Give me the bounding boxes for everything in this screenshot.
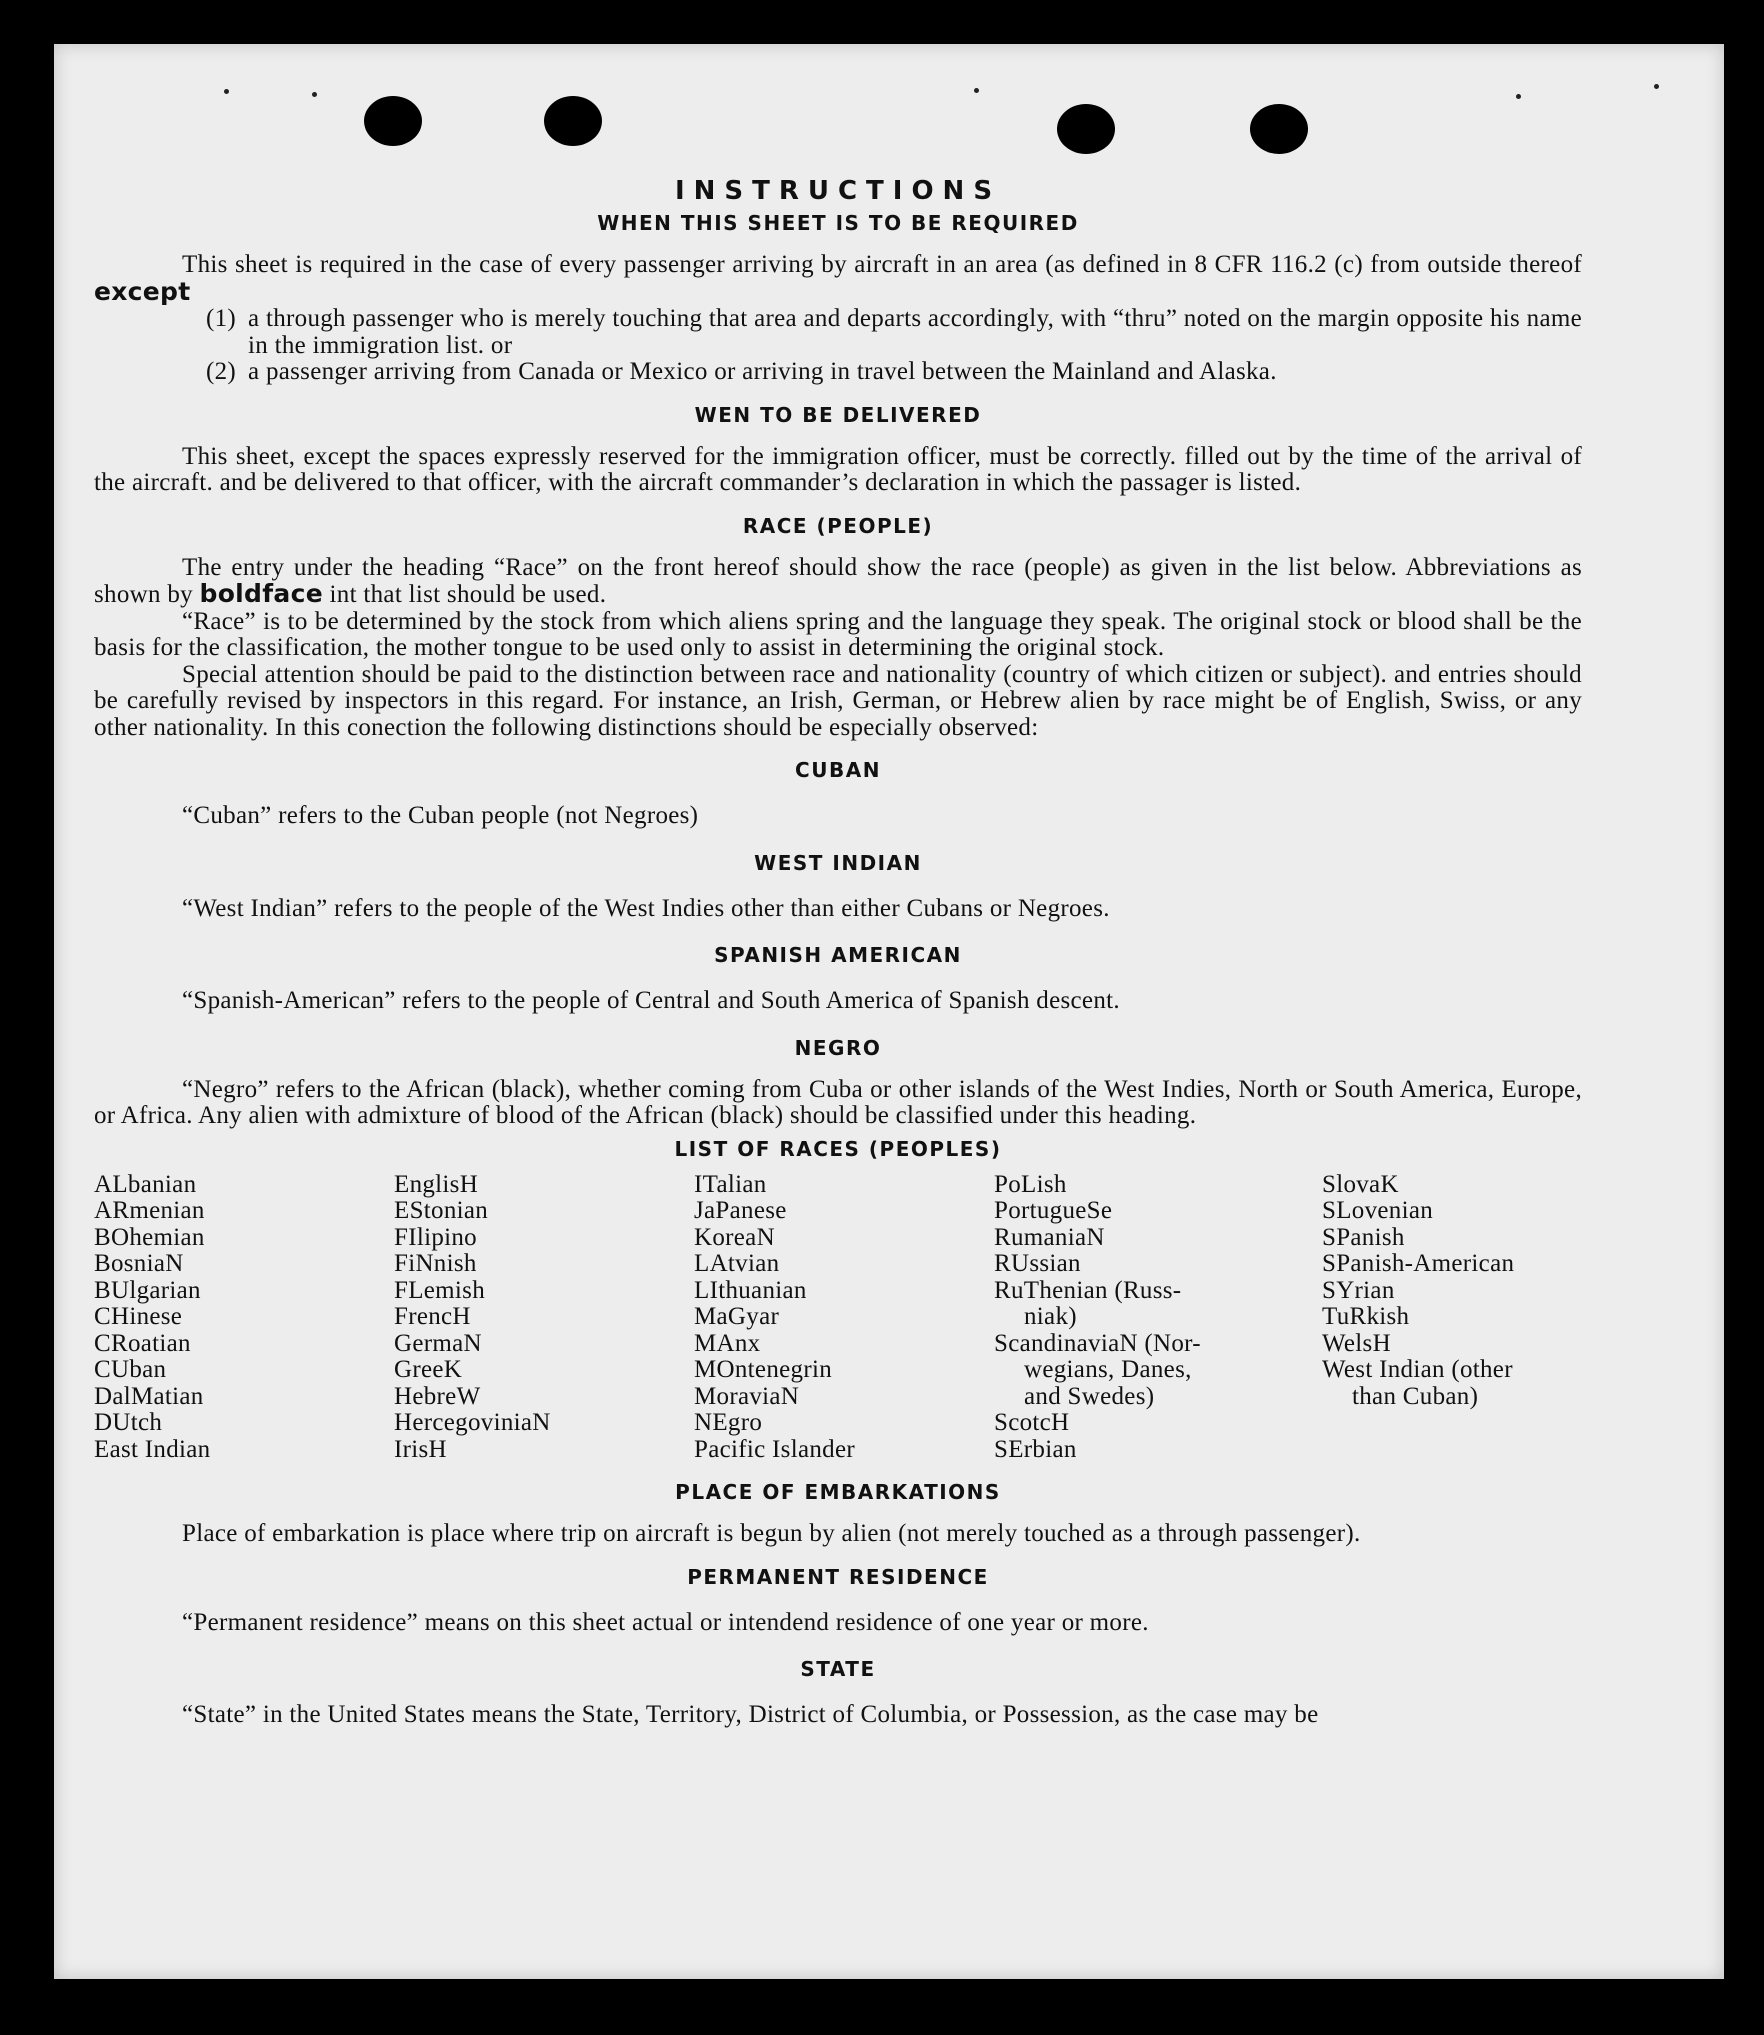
race-item: WelsH	[1322, 1329, 1391, 1357]
paragraph: “State” in the United States means the State, Territory, District of Columbia, or Possession, as the case may be	[182, 1701, 1319, 1728]
race-item: BosniaN	[94, 1250, 184, 1277]
race-item: TuRkish	[1322, 1303, 1410, 1330]
race-item: FLemish	[394, 1276, 485, 1304]
race-item-continuation: than Cuban)	[1352, 1382, 1479, 1410]
race-item: CHinese	[94, 1303, 183, 1330]
race-item: SErbian	[994, 1435, 1077, 1463]
punch-hole	[1057, 104, 1115, 154]
spacer	[94, 386, 1582, 402]
race-item: HebreW	[394, 1382, 481, 1410]
race-item: Pacific Islander	[694, 1435, 855, 1463]
races-column	[94, 1172, 394, 1464]
races-column	[994, 1172, 1322, 1464]
paragraph: “Negro” refers to the African (black), whether coming from Cuba or other islands of the West Indies, North or South America, Europe, or Africa. Any alien with admixture of blood of the African (black) should be classified under this heading.	[94, 1075, 1582, 1129]
spacer	[94, 1505, 1582, 1521]
scan-speck	[224, 89, 229, 94]
race-item: RumaniaN	[994, 1223, 1105, 1251]
spacer	[94, 1015, 1582, 1035]
section-heading: LIST OF RACES (PEOPLES)	[674, 1136, 1002, 1161]
race-item: DalMatian	[94, 1382, 204, 1410]
races-column	[394, 1172, 694, 1464]
race-item: EnglisH	[394, 1170, 479, 1198]
spacer	[94, 236, 1582, 252]
races-column	[694, 1172, 994, 1464]
race-item: SlovaK	[1322, 1170, 1399, 1198]
race-item: KoreaN	[694, 1223, 775, 1251]
race-item: GermaN	[394, 1329, 482, 1357]
race-item-continuation: niak)	[1024, 1303, 1077, 1330]
spacer	[94, 497, 1582, 513]
races-list	[94, 1172, 1582, 1464]
race-item-continuation: and Swedes)	[1024, 1382, 1155, 1410]
race-item: FiNnish	[394, 1250, 477, 1277]
race-item: SPanish-American	[1322, 1250, 1515, 1277]
paragraph: This sheet, except the spaces expressly reserved for the immigration officer, must be correctly. filled out by the time of the arrival of the aircraft. and be delivered to that officer, with the aircraft commander’s declaration in which the passager is listed.	[94, 442, 1582, 496]
section-heading: WEN TO BE DELIVERED	[694, 402, 982, 427]
scan-speck	[312, 92, 317, 97]
spacer	[94, 1682, 1582, 1702]
race-item: HercegoviniaN	[394, 1409, 551, 1436]
spacer	[94, 1548, 1582, 1564]
section-heading: RACE (PEOPLE)	[742, 513, 934, 538]
race-item: ScotcH	[994, 1409, 1070, 1436]
spacer	[94, 830, 1582, 850]
race-item: MOntenegrin	[694, 1356, 832, 1383]
races-column	[1322, 1172, 1582, 1464]
paragraph-text: The entry under the heading “Race” on the front hereof should show the race (people) as given in the list below. Abbreviations as shown by	[94, 553, 1582, 608]
spacer	[94, 1590, 1582, 1610]
scan-speck	[1516, 94, 1521, 99]
race-item: PortugueSe	[994, 1197, 1113, 1224]
document-sheet	[54, 44, 1724, 1979]
item-text: a passenger arriving from Canada or Mexico or arriving in travel between the Mainland and Alaska.	[248, 358, 1277, 385]
paragraph: Place of embarkation is place where trip on aircraft is begun by alien (not merely touched as a through passenger).	[182, 1520, 1361, 1547]
race-item: MaGyar	[694, 1303, 780, 1330]
section-heading: SPANISH AMERICAN	[714, 943, 962, 967]
race-item: ITalian	[694, 1170, 767, 1198]
section-heading: PLACE OF EMBARKATIONS	[675, 1480, 1001, 1504]
paragraph: Special attention should be paid to the distinction between race and nationality (country of which citizen or subject). and entries should be carefully revised by inspectors in this regard. For instance, an Irish, German, or Hebrew alien by race might be of English, Swiss, or any other nationality. In this conection the following distinctions should be especially observed:	[94, 660, 1582, 741]
punch-hole	[544, 96, 602, 146]
race-item: NEgro	[694, 1409, 763, 1436]
race-item: MoraviaN	[694, 1382, 800, 1410]
spacer	[94, 922, 1582, 942]
spacer	[94, 1463, 1582, 1479]
race-item: ALbanian	[94, 1170, 197, 1198]
paragraph	[94, 252, 1582, 306]
race-item: GreeK	[394, 1356, 463, 1383]
race-item: JaPanese	[694, 1197, 787, 1224]
race-item: RUssian	[994, 1250, 1081, 1277]
punch-hole	[1250, 104, 1308, 154]
race-item: BOhemian	[94, 1223, 205, 1251]
spacer	[94, 876, 1582, 896]
list-item	[94, 359, 1582, 386]
race-item-continuation: wegians, Danes,	[1024, 1356, 1192, 1383]
item-number: (2)	[206, 358, 237, 385]
race-item: FrencH	[394, 1303, 471, 1330]
paragraph: “Cuban” refers to the Cuban people (not Negroes)	[182, 802, 699, 829]
race-item: FIlipino	[394, 1223, 477, 1251]
item-text: a through passenger who is merely touching that area and departs accordingly, with “thru” noted on the margin opposite his name in the immigration list. or	[248, 305, 1582, 359]
race-item: LIthuanian	[694, 1276, 807, 1304]
spacer	[94, 783, 1582, 803]
paragraph: “Spanish-American” refers to the people of Central and South America of Spanish descent.	[182, 987, 1120, 1014]
item-number: (1)	[206, 305, 237, 332]
race-item: MAnx	[694, 1329, 761, 1357]
race-item: SLovenian	[1322, 1197, 1434, 1224]
scan-speck	[1654, 84, 1659, 89]
paragraph-text: This sheet is required in the case of every passenger arriving by aircraft in an area (as defined in 8 CFR 116.2 (c) from outside thereof	[182, 251, 1582, 278]
section-heading: WEST INDIAN	[754, 850, 922, 875]
paragraph: “Race” is to be determined by the stock from which aliens spring and the language they speak. The original stock or blood shall be the basis for the classification, the mother tongue to be used only to assist in determining the original stock.	[94, 607, 1582, 661]
list-item	[94, 306, 1582, 359]
section-heading: CUBAN	[795, 758, 881, 782]
race-item: ScandinaviaN (Nor-	[994, 1329, 1201, 1357]
spacer	[94, 1061, 1582, 1077]
bold-term: boldface	[199, 579, 323, 608]
punch-hole	[364, 96, 422, 146]
spacer	[94, 968, 1582, 988]
section-heading: PERMANENT RESIDENCE	[687, 1564, 989, 1589]
race-item: SPanish	[1322, 1223, 1405, 1251]
race-item: LAtvian	[694, 1250, 780, 1277]
spacer	[94, 1636, 1582, 1656]
race-item: CUban	[94, 1356, 167, 1383]
race-item: East Indian	[94, 1435, 211, 1463]
page-title: INSTRUCTIONS	[674, 176, 1002, 206]
section-heading: STATE	[800, 1657, 876, 1681]
race-item: DUtch	[94, 1409, 163, 1436]
race-item: IrisH	[394, 1435, 447, 1463]
spacer	[94, 741, 1582, 757]
race-item: EStonian	[394, 1197, 489, 1224]
instructions-content	[94, 178, 1582, 1729]
race-item: SYrian	[1322, 1276, 1395, 1304]
paragraph: “West Indian” refers to the people of the West Indies other than either Cubans or Negroes.	[182, 894, 1110, 922]
race-item: BUlgarian	[94, 1276, 201, 1304]
paragraph	[94, 555, 1582, 609]
paragraph: “Permanent residence” means on this sheet actual or intendend residence of one year or more.	[182, 1608, 1149, 1636]
section-heading: WHEN THIS SHEET IS TO BE REQUIRED	[597, 211, 1079, 235]
race-item: PoLish	[994, 1170, 1067, 1198]
bold-term: except	[94, 276, 191, 306]
scan-speck	[974, 88, 979, 93]
race-item: CRoatian	[94, 1329, 191, 1357]
race-item: West Indian (other	[1322, 1356, 1513, 1383]
section-heading: NEGRO	[794, 1035, 882, 1060]
race-item: RuThenian (Russ-	[994, 1276, 1182, 1304]
spacer	[94, 428, 1582, 444]
spacer	[94, 539, 1582, 555]
race-item: ARmenian	[94, 1197, 205, 1224]
paragraph-text: int that list should be used.	[329, 581, 607, 608]
